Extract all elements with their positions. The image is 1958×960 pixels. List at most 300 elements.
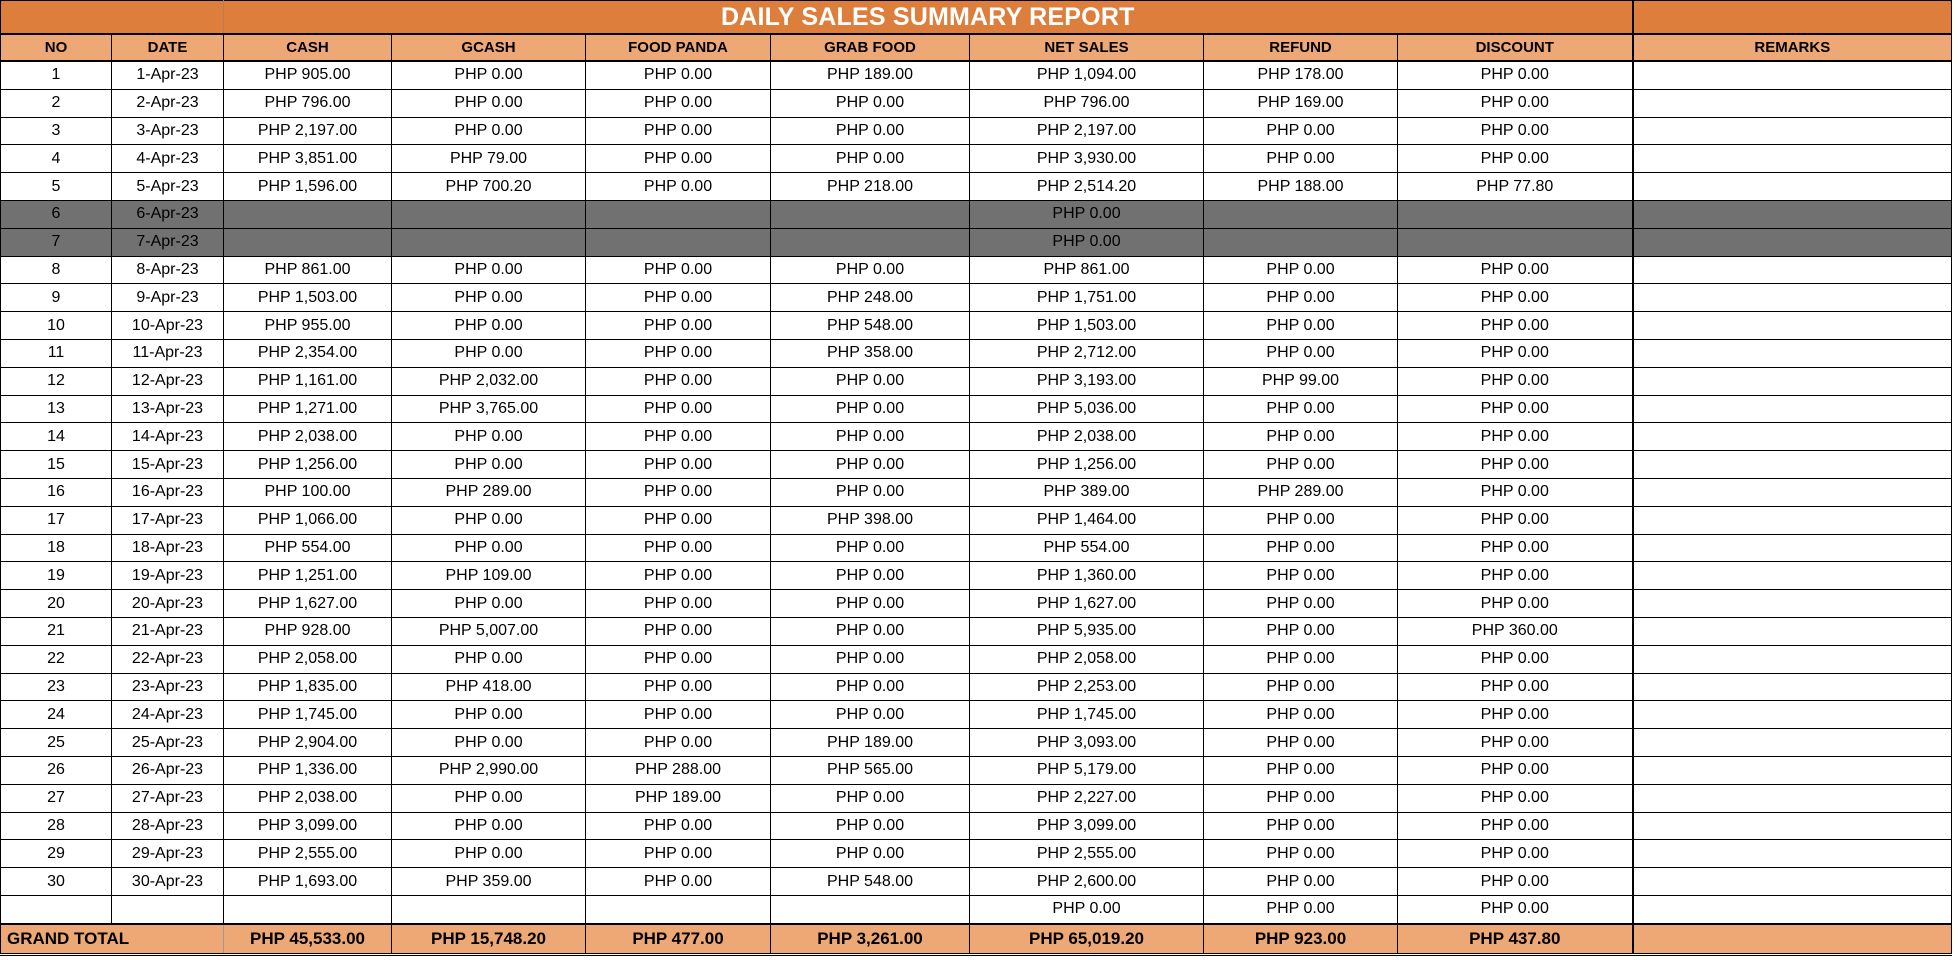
column-header-food-panda[interactable]: FOOD PANDA [586,34,771,61]
cell-date[interactable]: 20-Apr-23 [112,590,224,618]
cell-food-panda[interactable]: PHP 0.00 [586,673,771,701]
cell-refund[interactable]: PHP 0.00 [1204,729,1398,757]
cell-net-sales[interactable]: PHP 2,600.00 [970,868,1204,896]
cell-gcash[interactable]: PHP 0.00 [392,590,586,618]
cell-no[interactable]: 4 [1,145,112,173]
cell-discount[interactable]: PHP 0.00 [1398,812,1633,840]
cell-discount[interactable]: PHP 0.00 [1398,840,1633,868]
cell-date[interactable]: 21-Apr-23 [112,617,224,645]
cell-no[interactable]: 6 [1,200,112,228]
cell-cash[interactable]: PHP 3,851.00 [224,145,392,173]
cell-discount[interactable]: PHP 0.00 [1398,478,1633,506]
cell-net-sales[interactable]: PHP 796.00 [970,89,1204,117]
cell-refund[interactable] [1204,200,1398,228]
cell-food-panda[interactable]: PHP 0.00 [586,256,771,284]
cell-refund[interactable]: PHP 0.00 [1204,395,1398,423]
cell-remarks[interactable] [1633,784,1952,812]
cell-remarks[interactable] [1633,284,1952,312]
cell-discount[interactable]: PHP 0.00 [1398,701,1633,729]
cell-date[interactable]: 29-Apr-23 [112,840,224,868]
cell-remarks[interactable] [1633,812,1952,840]
cell-cash[interactable]: PHP 1,835.00 [224,673,392,701]
cell-net-sales[interactable]: PHP 1,360.00 [970,562,1204,590]
cell-discount[interactable]: PHP 0.00 [1398,339,1633,367]
column-header-cash[interactable]: CASH [224,34,392,61]
cell-date[interactable] [112,895,224,923]
cell-refund[interactable]: PHP 0.00 [1204,645,1398,673]
cell-refund[interactable]: PHP 0.00 [1204,423,1398,451]
cell-gcash[interactable] [392,200,586,228]
cell-refund[interactable]: PHP 0.00 [1204,701,1398,729]
cell-date[interactable]: 26-Apr-23 [112,756,224,784]
cell-discount[interactable]: PHP 0.00 [1398,784,1633,812]
cell-gcash[interactable]: PHP 0.00 [392,89,586,117]
cell-food-panda[interactable]: PHP 0.00 [586,812,771,840]
cell-net-sales[interactable]: PHP 2,712.00 [970,339,1204,367]
cell-no[interactable]: 24 [1,701,112,729]
cell-no[interactable]: 7 [1,228,112,256]
cell-cash[interactable]: PHP 2,904.00 [224,729,392,757]
cell-refund[interactable]: PHP 0.00 [1204,812,1398,840]
cell-grab-food[interactable]: PHP 0.00 [771,812,970,840]
cell-cash[interactable] [224,228,392,256]
cell-grab-food[interactable]: PHP 0.00 [771,645,970,673]
cell-gcash[interactable]: PHP 2,990.00 [392,756,586,784]
cell-grab-food[interactable] [771,895,970,923]
cell-no[interactable]: 30 [1,868,112,896]
cell-food-panda[interactable]: PHP 0.00 [586,506,771,534]
cell-grab-food[interactable]: PHP 0.00 [771,840,970,868]
cell-cash[interactable]: PHP 2,354.00 [224,339,392,367]
cell-discount[interactable]: PHP 0.00 [1398,451,1633,479]
cell-food-panda[interactable]: PHP 0.00 [586,89,771,117]
cell-grab-food[interactable]: PHP 218.00 [771,173,970,201]
cell-date[interactable]: 17-Apr-23 [112,506,224,534]
cell-gcash[interactable]: PHP 5,007.00 [392,617,586,645]
cell-no[interactable]: 11 [1,339,112,367]
cell-no[interactable]: 15 [1,451,112,479]
column-header-date[interactable]: DATE [112,34,224,61]
cell-gcash[interactable]: PHP 700.20 [392,173,586,201]
column-header-remarks[interactable]: REMARKS [1633,34,1952,61]
cell-grab-food[interactable]: PHP 0.00 [771,117,970,145]
grand-total-net-sales[interactable]: PHP 65,019.20 [970,924,1204,955]
cell-date[interactable]: 6-Apr-23 [112,200,224,228]
cell-net-sales[interactable]: PHP 0.00 [970,200,1204,228]
cell-refund[interactable]: PHP 0.00 [1204,117,1398,145]
cell-net-sales[interactable]: PHP 2,555.00 [970,840,1204,868]
column-header-refund[interactable]: REFUND [1204,34,1398,61]
grand-total-grab-food[interactable]: PHP 3,261.00 [771,924,970,955]
cell-food-panda[interactable]: PHP 0.00 [586,423,771,451]
cell-discount[interactable]: PHP 0.00 [1398,367,1633,395]
cell-date[interactable]: 9-Apr-23 [112,284,224,312]
cell-food-panda[interactable]: PHP 0.00 [586,117,771,145]
cell-refund[interactable]: PHP 99.00 [1204,367,1398,395]
cell-discount[interactable]: PHP 0.00 [1398,756,1633,784]
cell-date[interactable]: 23-Apr-23 [112,673,224,701]
cell-refund[interactable]: PHP 0.00 [1204,868,1398,896]
cell-grab-food[interactable]: PHP 0.00 [771,89,970,117]
cell-remarks[interactable] [1633,145,1952,173]
cell-grab-food[interactable]: PHP 548.00 [771,312,970,340]
cell-no[interactable]: 22 [1,645,112,673]
cell-remarks[interactable] [1633,895,1952,923]
cell-date[interactable]: 3-Apr-23 [112,117,224,145]
cell-no[interactable]: 20 [1,590,112,618]
cell-no[interactable]: 9 [1,284,112,312]
cell-remarks[interactable] [1633,590,1952,618]
cell-discount[interactable]: PHP 0.00 [1398,256,1633,284]
cell-discount[interactable] [1398,228,1633,256]
cell-remarks[interactable] [1633,423,1952,451]
column-header-grab-food[interactable]: GRAB FOOD [771,34,970,61]
cell-food-panda[interactable]: PHP 0.00 [586,645,771,673]
cell-food-panda[interactable]: PHP 288.00 [586,756,771,784]
cell-grab-food[interactable]: PHP 0.00 [771,423,970,451]
cell-date[interactable]: 7-Apr-23 [112,228,224,256]
grand-total-remarks[interactable] [1633,924,1952,955]
cell-date[interactable]: 4-Apr-23 [112,145,224,173]
cell-food-panda[interactable]: PHP 0.00 [586,367,771,395]
cell-food-panda[interactable]: PHP 0.00 [586,61,771,89]
cell-cash[interactable]: PHP 3,099.00 [224,812,392,840]
cell-remarks[interactable] [1633,89,1952,117]
cell-date[interactable]: 19-Apr-23 [112,562,224,590]
cell-cash[interactable]: PHP 1,745.00 [224,701,392,729]
cell-refund[interactable]: PHP 0.00 [1204,451,1398,479]
cell-grab-food[interactable]: PHP 0.00 [771,784,970,812]
cell-net-sales[interactable]: PHP 5,036.00 [970,395,1204,423]
cell-date[interactable]: 24-Apr-23 [112,701,224,729]
cell-date[interactable]: 12-Apr-23 [112,367,224,395]
cell-remarks[interactable] [1633,61,1952,89]
cell-cash[interactable]: PHP 2,197.00 [224,117,392,145]
cell-gcash[interactable] [392,228,586,256]
cell-no[interactable]: 8 [1,256,112,284]
cell-discount[interactable]: PHP 0.00 [1398,645,1633,673]
cell-refund[interactable]: PHP 0.00 [1204,506,1398,534]
cell-net-sales[interactable]: PHP 1,503.00 [970,312,1204,340]
cell-refund[interactable]: PHP 0.00 [1204,145,1398,173]
cell-remarks[interactable] [1633,117,1952,145]
cell-date[interactable]: 1-Apr-23 [112,61,224,89]
cell-no[interactable]: 5 [1,173,112,201]
cell-discount[interactable]: PHP 0.00 [1398,284,1633,312]
cell-cash[interactable]: PHP 1,256.00 [224,451,392,479]
cell-date[interactable]: 11-Apr-23 [112,339,224,367]
cell-cash[interactable]: PHP 1,336.00 [224,756,392,784]
cell-cash[interactable]: PHP 1,627.00 [224,590,392,618]
cell-cash[interactable]: PHP 554.00 [224,534,392,562]
cell-gcash[interactable]: PHP 0.00 [392,117,586,145]
cell-date[interactable]: 18-Apr-23 [112,534,224,562]
grand-total-gcash[interactable]: PHP 15,748.20 [392,924,586,955]
cell-gcash[interactable]: PHP 3,765.00 [392,395,586,423]
cell-no[interactable]: 28 [1,812,112,840]
cell-net-sales[interactable]: PHP 1,256.00 [970,451,1204,479]
cell-cash[interactable] [224,200,392,228]
cell-discount[interactable]: PHP 0.00 [1398,895,1633,923]
cell-discount[interactable]: PHP 0.00 [1398,423,1633,451]
cell-refund[interactable]: PHP 188.00 [1204,173,1398,201]
cell-grab-food[interactable]: PHP 0.00 [771,367,970,395]
cell-gcash[interactable]: PHP 109.00 [392,562,586,590]
cell-gcash[interactable]: PHP 0.00 [392,812,586,840]
cell-gcash[interactable]: PHP 0.00 [392,701,586,729]
cell-remarks[interactable] [1633,173,1952,201]
cell-grab-food[interactable]: PHP 0.00 [771,395,970,423]
cell-food-panda[interactable]: PHP 0.00 [586,534,771,562]
cell-grab-food[interactable]: PHP 398.00 [771,506,970,534]
cell-food-panda[interactable] [586,895,771,923]
cell-food-panda[interactable]: PHP 0.00 [586,284,771,312]
cell-cash[interactable]: PHP 1,596.00 [224,173,392,201]
cell-date[interactable]: 10-Apr-23 [112,312,224,340]
cell-net-sales[interactable]: PHP 2,227.00 [970,784,1204,812]
cell-net-sales[interactable]: PHP 2,197.00 [970,117,1204,145]
cell-grab-food[interactable]: PHP 189.00 [771,61,970,89]
cell-remarks[interactable] [1633,701,1952,729]
cell-gcash[interactable]: PHP 0.00 [392,312,586,340]
cell-date[interactable]: 27-Apr-23 [112,784,224,812]
cell-refund[interactable] [1204,228,1398,256]
cell-date[interactable]: 25-Apr-23 [112,729,224,757]
cell-refund[interactable]: PHP 0.00 [1204,284,1398,312]
cell-refund[interactable]: PHP 0.00 [1204,534,1398,562]
cell-remarks[interactable] [1633,312,1952,340]
cell-net-sales[interactable]: PHP 1,094.00 [970,61,1204,89]
cell-grab-food[interactable]: PHP 0.00 [771,256,970,284]
cell-refund[interactable]: PHP 169.00 [1204,89,1398,117]
cell-date[interactable]: 5-Apr-23 [112,173,224,201]
cell-gcash[interactable]: PHP 359.00 [392,868,586,896]
cell-grab-food[interactable]: PHP 248.00 [771,284,970,312]
cell-refund[interactable]: PHP 0.00 [1204,617,1398,645]
cell-cash[interactable]: PHP 861.00 [224,256,392,284]
cell-net-sales[interactable]: PHP 1,464.00 [970,506,1204,534]
cell-date[interactable]: 2-Apr-23 [112,89,224,117]
cell-grab-food[interactable]: PHP 0.00 [771,478,970,506]
cell-date[interactable]: 16-Apr-23 [112,478,224,506]
cell-discount[interactable]: PHP 0.00 [1398,590,1633,618]
cell-gcash[interactable]: PHP 79.00 [392,145,586,173]
cell-discount[interactable]: PHP 0.00 [1398,61,1633,89]
cell-discount[interactable]: PHP 0.00 [1398,534,1633,562]
cell-cash[interactable]: PHP 1,693.00 [224,868,392,896]
cell-net-sales[interactable]: PHP 1,627.00 [970,590,1204,618]
cell-cash[interactable]: PHP 955.00 [224,312,392,340]
cell-refund[interactable]: PHP 0.00 [1204,312,1398,340]
cell-refund[interactable]: PHP 0.00 [1204,895,1398,923]
cell-refund[interactable]: PHP 0.00 [1204,673,1398,701]
cell-remarks[interactable] [1633,478,1952,506]
cell-discount[interactable]: PHP 0.00 [1398,117,1633,145]
grand-total-discount[interactable]: PHP 437.80 [1398,924,1633,955]
cell-cash[interactable]: PHP 1,503.00 [224,284,392,312]
cell-gcash[interactable]: PHP 0.00 [392,423,586,451]
cell-net-sales[interactable]: PHP 5,935.00 [970,617,1204,645]
cell-cash[interactable]: PHP 100.00 [224,478,392,506]
cell-net-sales[interactable]: PHP 2,038.00 [970,423,1204,451]
cell-no[interactable]: 23 [1,673,112,701]
cell-net-sales[interactable]: PHP 5,179.00 [970,756,1204,784]
cell-net-sales[interactable]: PHP 2,514.20 [970,173,1204,201]
cell-remarks[interactable] [1633,729,1952,757]
column-header-net-sales[interactable]: NET SALES [970,34,1204,61]
cell-gcash[interactable]: PHP 418.00 [392,673,586,701]
cell-gcash[interactable] [392,895,586,923]
cell-no[interactable]: 2 [1,89,112,117]
cell-no[interactable]: 29 [1,840,112,868]
cell-grab-food[interactable]: PHP 565.00 [771,756,970,784]
grand-total-label[interactable]: GRAND TOTAL [1,924,224,955]
grand-total-cash[interactable]: PHP 45,533.00 [224,924,392,955]
column-header-discount[interactable]: DISCOUNT [1398,34,1633,61]
cell-cash[interactable]: PHP 2,038.00 [224,784,392,812]
cell-grab-food[interactable]: PHP 0.00 [771,617,970,645]
cell-gcash[interactable]: PHP 0.00 [392,534,586,562]
cell-no[interactable]: 3 [1,117,112,145]
cell-remarks[interactable] [1633,256,1952,284]
cell-cash[interactable]: PHP 796.00 [224,89,392,117]
cell-remarks[interactable] [1633,506,1952,534]
cell-no[interactable]: 1 [1,61,112,89]
cell-grab-food[interactable]: PHP 0.00 [771,590,970,618]
cell-date[interactable]: 30-Apr-23 [112,868,224,896]
cell-no[interactable]: 12 [1,367,112,395]
cell-gcash[interactable]: PHP 0.00 [392,645,586,673]
cell-refund[interactable]: PHP 178.00 [1204,61,1398,89]
cell-no[interactable]: 21 [1,617,112,645]
cell-gcash[interactable]: PHP 0.00 [392,729,586,757]
cell-grab-food[interactable]: PHP 189.00 [771,729,970,757]
grand-total-refund[interactable]: PHP 923.00 [1204,924,1398,955]
cell-discount[interactable]: PHP 0.00 [1398,506,1633,534]
cell-grab-food[interactable]: PHP 0.00 [771,701,970,729]
cell-remarks[interactable] [1633,228,1952,256]
cell-food-panda[interactable] [586,228,771,256]
cell-discount[interactable] [1398,200,1633,228]
cell-no[interactable]: 14 [1,423,112,451]
cell-date[interactable]: 8-Apr-23 [112,256,224,284]
cell-gcash[interactable]: PHP 2,032.00 [392,367,586,395]
cell-food-panda[interactable]: PHP 0.00 [586,312,771,340]
column-header-no[interactable]: NO [1,34,112,61]
cell-remarks[interactable] [1633,868,1952,896]
cell-food-panda[interactable]: PHP 0.00 [586,145,771,173]
cell-remarks[interactable] [1633,395,1952,423]
cell-grab-food[interactable]: PHP 0.00 [771,534,970,562]
cell-date[interactable]: 22-Apr-23 [112,645,224,673]
cell-food-panda[interactable]: PHP 0.00 [586,868,771,896]
cell-cash[interactable]: PHP 1,161.00 [224,367,392,395]
cell-discount[interactable]: PHP 0.00 [1398,562,1633,590]
cell-remarks[interactable] [1633,339,1952,367]
cell-remarks[interactable] [1633,617,1952,645]
cell-date[interactable]: 28-Apr-23 [112,812,224,840]
cell-remarks[interactable] [1633,367,1952,395]
cell-discount[interactable]: PHP 0.00 [1398,395,1633,423]
cell-food-panda[interactable]: PHP 0.00 [586,451,771,479]
cell-gcash[interactable]: PHP 0.00 [392,840,586,868]
cell-net-sales[interactable]: PHP 3,099.00 [970,812,1204,840]
cell-food-panda[interactable]: PHP 0.00 [586,701,771,729]
cell-cash[interactable] [224,895,392,923]
cell-food-panda[interactable]: PHP 0.00 [586,840,771,868]
cell-gcash[interactable]: PHP 0.00 [392,506,586,534]
cell-remarks[interactable] [1633,840,1952,868]
cell-no[interactable]: 17 [1,506,112,534]
cell-net-sales[interactable]: PHP 1,751.00 [970,284,1204,312]
cell-date[interactable]: 14-Apr-23 [112,423,224,451]
cell-refund[interactable]: PHP 289.00 [1204,478,1398,506]
cell-net-sales[interactable]: PHP 2,058.00 [970,645,1204,673]
cell-no[interactable]: 27 [1,784,112,812]
cell-gcash[interactable]: PHP 0.00 [392,61,586,89]
cell-remarks[interactable] [1633,451,1952,479]
cell-net-sales[interactable]: PHP 861.00 [970,256,1204,284]
cell-grab-food[interactable]: PHP 0.00 [771,451,970,479]
cell-food-panda[interactable]: PHP 0.00 [586,478,771,506]
cell-net-sales[interactable]: PHP 1,745.00 [970,701,1204,729]
cell-discount[interactable]: PHP 0.00 [1398,312,1633,340]
cell-gcash[interactable]: PHP 0.00 [392,284,586,312]
cell-discount[interactable]: PHP 0.00 [1398,145,1633,173]
cell-no[interactable]: 16 [1,478,112,506]
cell-date[interactable]: 15-Apr-23 [112,451,224,479]
cell-cash[interactable]: PHP 2,058.00 [224,645,392,673]
cell-grab-food[interactable]: PHP 0.00 [771,562,970,590]
cell-grab-food[interactable]: PHP 0.00 [771,145,970,173]
cell-discount[interactable]: PHP 77.80 [1398,173,1633,201]
cell-net-sales[interactable]: PHP 3,093.00 [970,729,1204,757]
cell-food-panda[interactable] [586,200,771,228]
cell-refund[interactable]: PHP 0.00 [1204,784,1398,812]
cell-cash[interactable]: PHP 928.00 [224,617,392,645]
cell-gcash[interactable]: PHP 0.00 [392,784,586,812]
cell-refund[interactable]: PHP 0.00 [1204,339,1398,367]
cell-net-sales[interactable]: PHP 3,930.00 [970,145,1204,173]
cell-cash[interactable]: PHP 905.00 [224,61,392,89]
cell-discount[interactable]: PHP 0.00 [1398,729,1633,757]
cell-food-panda[interactable]: PHP 0.00 [586,395,771,423]
cell-refund[interactable]: PHP 0.00 [1204,562,1398,590]
cell-gcash[interactable]: PHP 0.00 [392,256,586,284]
grand-total-food-panda[interactable]: PHP 477.00 [586,924,771,955]
cell-refund[interactable]: PHP 0.00 [1204,756,1398,784]
cell-grab-food[interactable] [771,228,970,256]
cell-remarks[interactable] [1633,673,1952,701]
cell-no[interactable] [1,895,112,923]
cell-food-panda[interactable]: PHP 189.00 [586,784,771,812]
cell-cash[interactable]: PHP 1,251.00 [224,562,392,590]
cell-grab-food[interactable]: PHP 358.00 [771,339,970,367]
cell-gcash[interactable]: PHP 289.00 [392,478,586,506]
cell-discount[interactable]: PHP 0.00 [1398,89,1633,117]
cell-grab-food[interactable]: PHP 0.00 [771,673,970,701]
cell-food-panda[interactable]: PHP 0.00 [586,590,771,618]
cell-no[interactable]: 26 [1,756,112,784]
cell-net-sales[interactable]: PHP 0.00 [970,228,1204,256]
cell-refund[interactable]: PHP 0.00 [1204,840,1398,868]
cell-net-sales[interactable]: PHP 389.00 [970,478,1204,506]
cell-net-sales[interactable]: PHP 2,253.00 [970,673,1204,701]
title-remarks-cell[interactable] [1633,1,1952,35]
cell-net-sales[interactable]: PHP 3,193.00 [970,367,1204,395]
cell-no[interactable]: 25 [1,729,112,757]
cell-food-panda[interactable]: PHP 0.00 [586,339,771,367]
